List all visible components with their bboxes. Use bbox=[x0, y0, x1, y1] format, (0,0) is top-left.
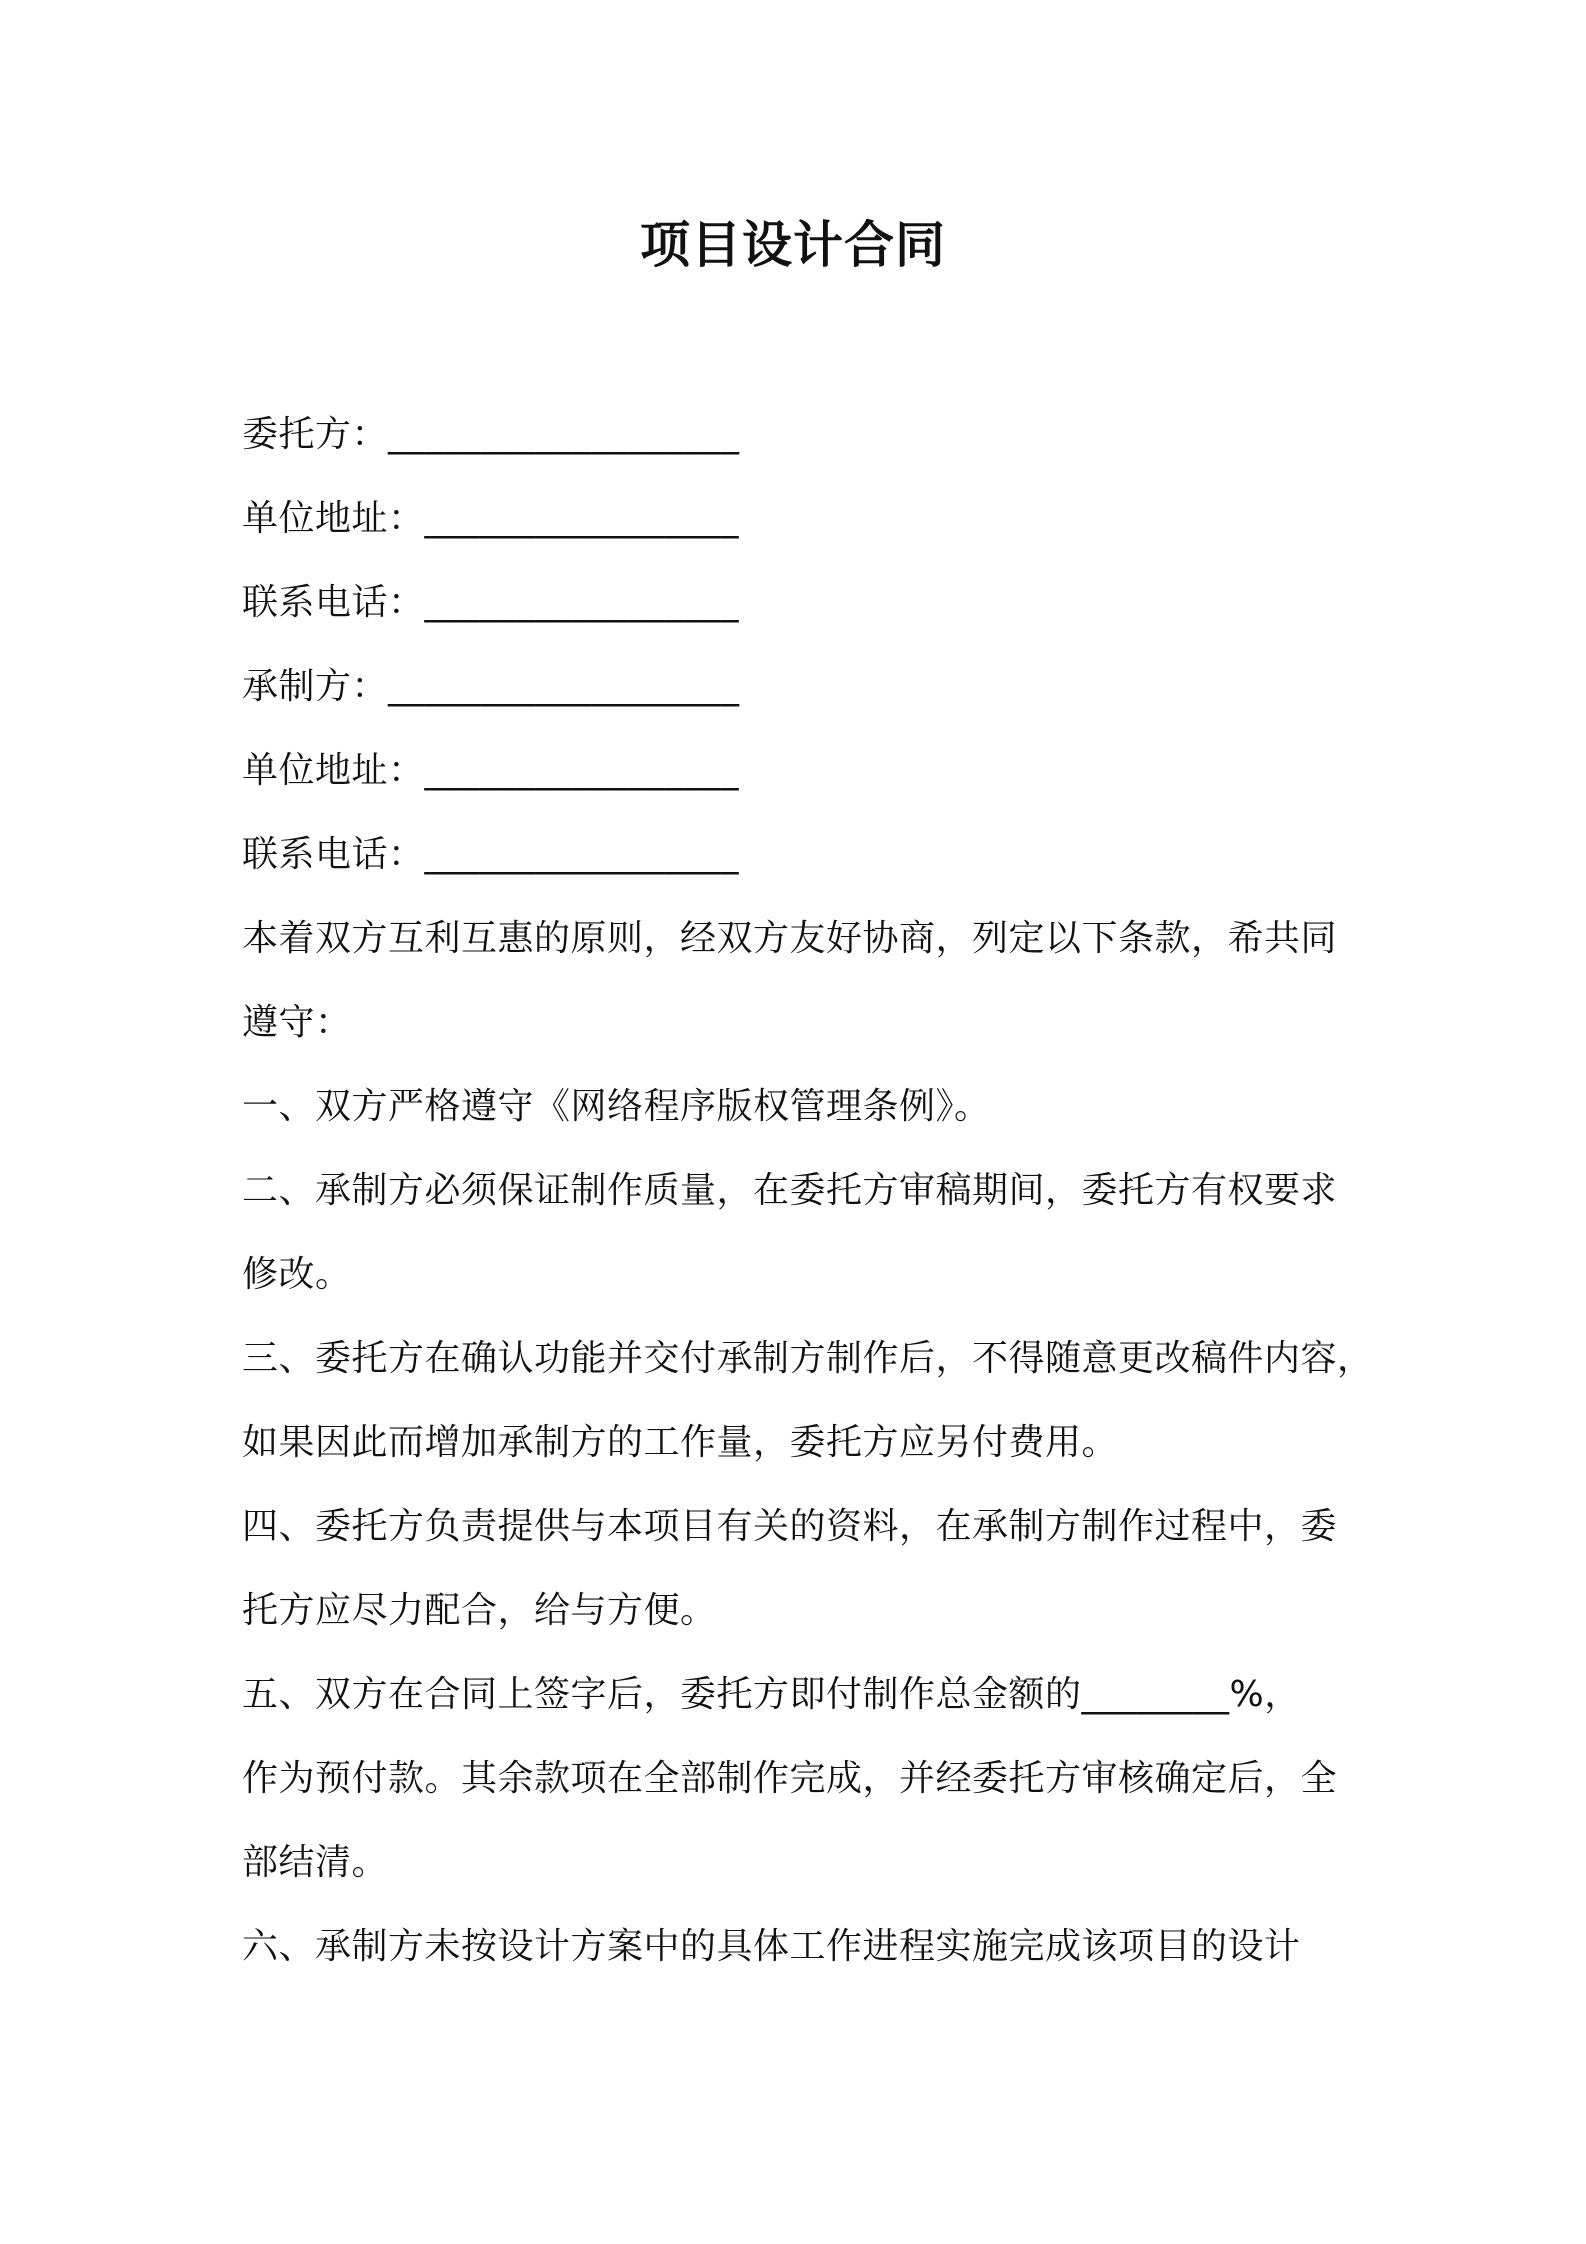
clause-2-line-2: 修改。 bbox=[242, 1254, 352, 1295]
contractor-address-line: 单位地址：_________________ bbox=[242, 750, 740, 791]
contractor-name-line: 承制方：___________________ bbox=[242, 666, 740, 707]
clause-3-line-1: 三、委托方在确认功能并交付承制方制作后，不得随意更改稿件内容， bbox=[242, 1338, 1374, 1379]
clause-1-line-1: 一、双方严格遵守《网络程序版权管理条例》。 bbox=[242, 1086, 991, 1127]
client-address-line: 单位地址：_________________ bbox=[242, 498, 740, 539]
client-name-line: 委托方：___________________ bbox=[242, 414, 740, 455]
clause-3-line-2: 如果因此而增加承制方的工作量，委托方应另付费用。 bbox=[242, 1422, 1119, 1463]
clause-5-line-3: 部结清。 bbox=[242, 1842, 389, 1883]
clause-5-line-2: 作为预付款。其余款项在全部制作完成，并经委托方审核确定后，全 bbox=[242, 1758, 1338, 1799]
preamble-line-1: 本着双方互利互惠的原则，经双方友好协商，列定以下条款，希共同 bbox=[242, 918, 1338, 959]
document-title: 项目设计合同 bbox=[640, 216, 946, 274]
preamble-line-2: 遵守： bbox=[242, 1002, 352, 1043]
clause-5-line-1: 五、双方在合同上签字后，委托方即付制作总金额的________%， bbox=[242, 1674, 1301, 1715]
clause-4-line-2: 托方应尽力配合，给与方便。 bbox=[242, 1590, 717, 1631]
clause-2-line-1: 二、承制方必须保证制作质量，在委托方审稿期间，委托方有权要求 bbox=[242, 1170, 1338, 1211]
contractor-phone-line: 联系电话：_________________ bbox=[242, 834, 740, 875]
client-phone-line: 联系电话：_________________ bbox=[242, 582, 740, 623]
clause-6-line-1: 六、承制方未按设计方案中的具体工作进程实施完成该项目的设计 bbox=[242, 1926, 1301, 1967]
clause-4-line-1: 四、委托方负责提供与本项目有关的资料，在承制方制作过程中，委 bbox=[242, 1506, 1338, 1547]
